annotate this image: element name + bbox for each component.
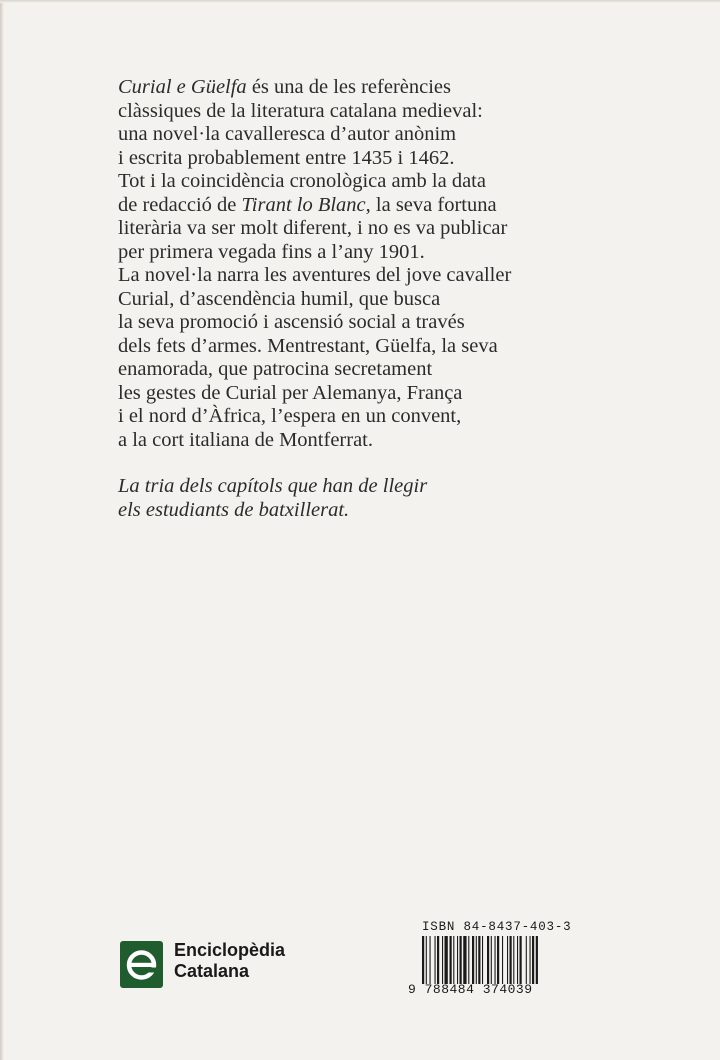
blurb-line: dels fets d’armes. Mentrestant, Güelfa, la seva xyxy=(118,334,498,357)
barcode-bar xyxy=(460,936,462,984)
blurb-line-text: és una de les referències xyxy=(246,76,452,98)
blurb-line: i el nord d’Àfrica, l’espera en un convent, xyxy=(118,405,462,427)
blurb-line: a la cort italiana de Montferrat. xyxy=(118,428,373,451)
publisher-name-line1: Enciclopèdia xyxy=(174,940,286,960)
barcode-bar xyxy=(478,936,480,984)
isbn-label: ISBN 84-8437-403-3 xyxy=(422,920,572,934)
barcode-bar xyxy=(476,936,477,984)
publisher-logo xyxy=(120,937,420,997)
barcode-bar xyxy=(463,936,466,984)
barcode-bars xyxy=(420,936,584,984)
barcode-bar xyxy=(520,936,522,984)
barcode-bar xyxy=(510,936,512,984)
blurb-title-italic: Tirant lo Blanc xyxy=(241,193,366,216)
barcode-bar xyxy=(430,936,431,984)
barcode-bar xyxy=(450,936,452,984)
encyclopedia-e-logo-icon xyxy=(120,941,163,988)
barcode-bar xyxy=(517,936,518,984)
back-cover-blurb xyxy=(118,76,618,522)
barcode-bar xyxy=(442,936,443,984)
barcode-bar xyxy=(491,936,492,984)
blurb-line: les gestes de Curial per Alemanya, França xyxy=(118,381,463,404)
barcode-bar xyxy=(453,936,454,984)
publisher-name xyxy=(174,940,285,982)
barcode-bar xyxy=(513,936,514,984)
barcode-digits: 9 788484 374039 xyxy=(408,982,533,997)
blurb-line-text: de redacció de xyxy=(118,193,242,216)
barcode-bar xyxy=(487,936,489,984)
barcode-bar xyxy=(435,936,436,984)
blurb-line: Curial, d’ascendència humil, que busca xyxy=(118,287,441,310)
blurb-line: Tot i la coincidència cronològica amb la data xyxy=(118,170,486,192)
blurb-line: enamorada, que patrocina secretament xyxy=(118,358,433,380)
cover-top-edge xyxy=(0,0,720,3)
isbn-barcode-block xyxy=(408,920,588,1000)
barcode-bar xyxy=(536,936,538,984)
barcode-bar xyxy=(472,936,474,984)
blurb-line: literària va ser molt diferent, i no es va publicar xyxy=(118,217,508,239)
cover-edge-shadow xyxy=(0,0,4,1060)
blurb-line: La novel·la narra les aventures del jove cavaller xyxy=(118,264,512,286)
blurb-line: una novel·la cavalleresca d’autor anònim xyxy=(118,123,457,145)
barcode-bar xyxy=(426,936,427,984)
barcode-bar xyxy=(502,936,503,984)
barcode-bar xyxy=(497,936,499,984)
barcode-bar xyxy=(532,936,534,984)
barcode-bar xyxy=(482,936,483,984)
blurb-line: per primera vegada fins a l’any 1901. xyxy=(118,240,425,263)
blurb-line xyxy=(118,76,618,100)
barcode-bar xyxy=(468,936,469,984)
paragraph-gap xyxy=(118,452,618,475)
barcode-bar xyxy=(507,936,508,984)
publisher-name-line2: Catalana xyxy=(174,961,250,981)
blurb-line xyxy=(118,194,618,218)
blurb-line: clàssiques de la literatura catalana medieval: xyxy=(118,99,483,122)
barcode-bar xyxy=(530,936,531,984)
blurb-title-italic: Curial e Güelfa xyxy=(118,76,247,98)
barcode-bar xyxy=(437,936,439,984)
blurb-line: la seva promoció i ascensió social a través xyxy=(118,311,465,333)
barcode-bar xyxy=(445,936,448,984)
barcode-bar xyxy=(422,936,424,984)
blurb-note-line: La tria dels capítols que han de llegir xyxy=(118,475,428,497)
blurb-line-text: , la seva fortuna xyxy=(365,193,497,216)
barcode-bar xyxy=(526,936,527,984)
barcode-bar xyxy=(495,936,496,984)
barcode-bar xyxy=(457,936,458,984)
blurb-note-line: els estudiants de batxillerat. xyxy=(118,498,350,521)
blurb-line: i escrita probablement entre 1435 i 1462. xyxy=(118,146,455,169)
